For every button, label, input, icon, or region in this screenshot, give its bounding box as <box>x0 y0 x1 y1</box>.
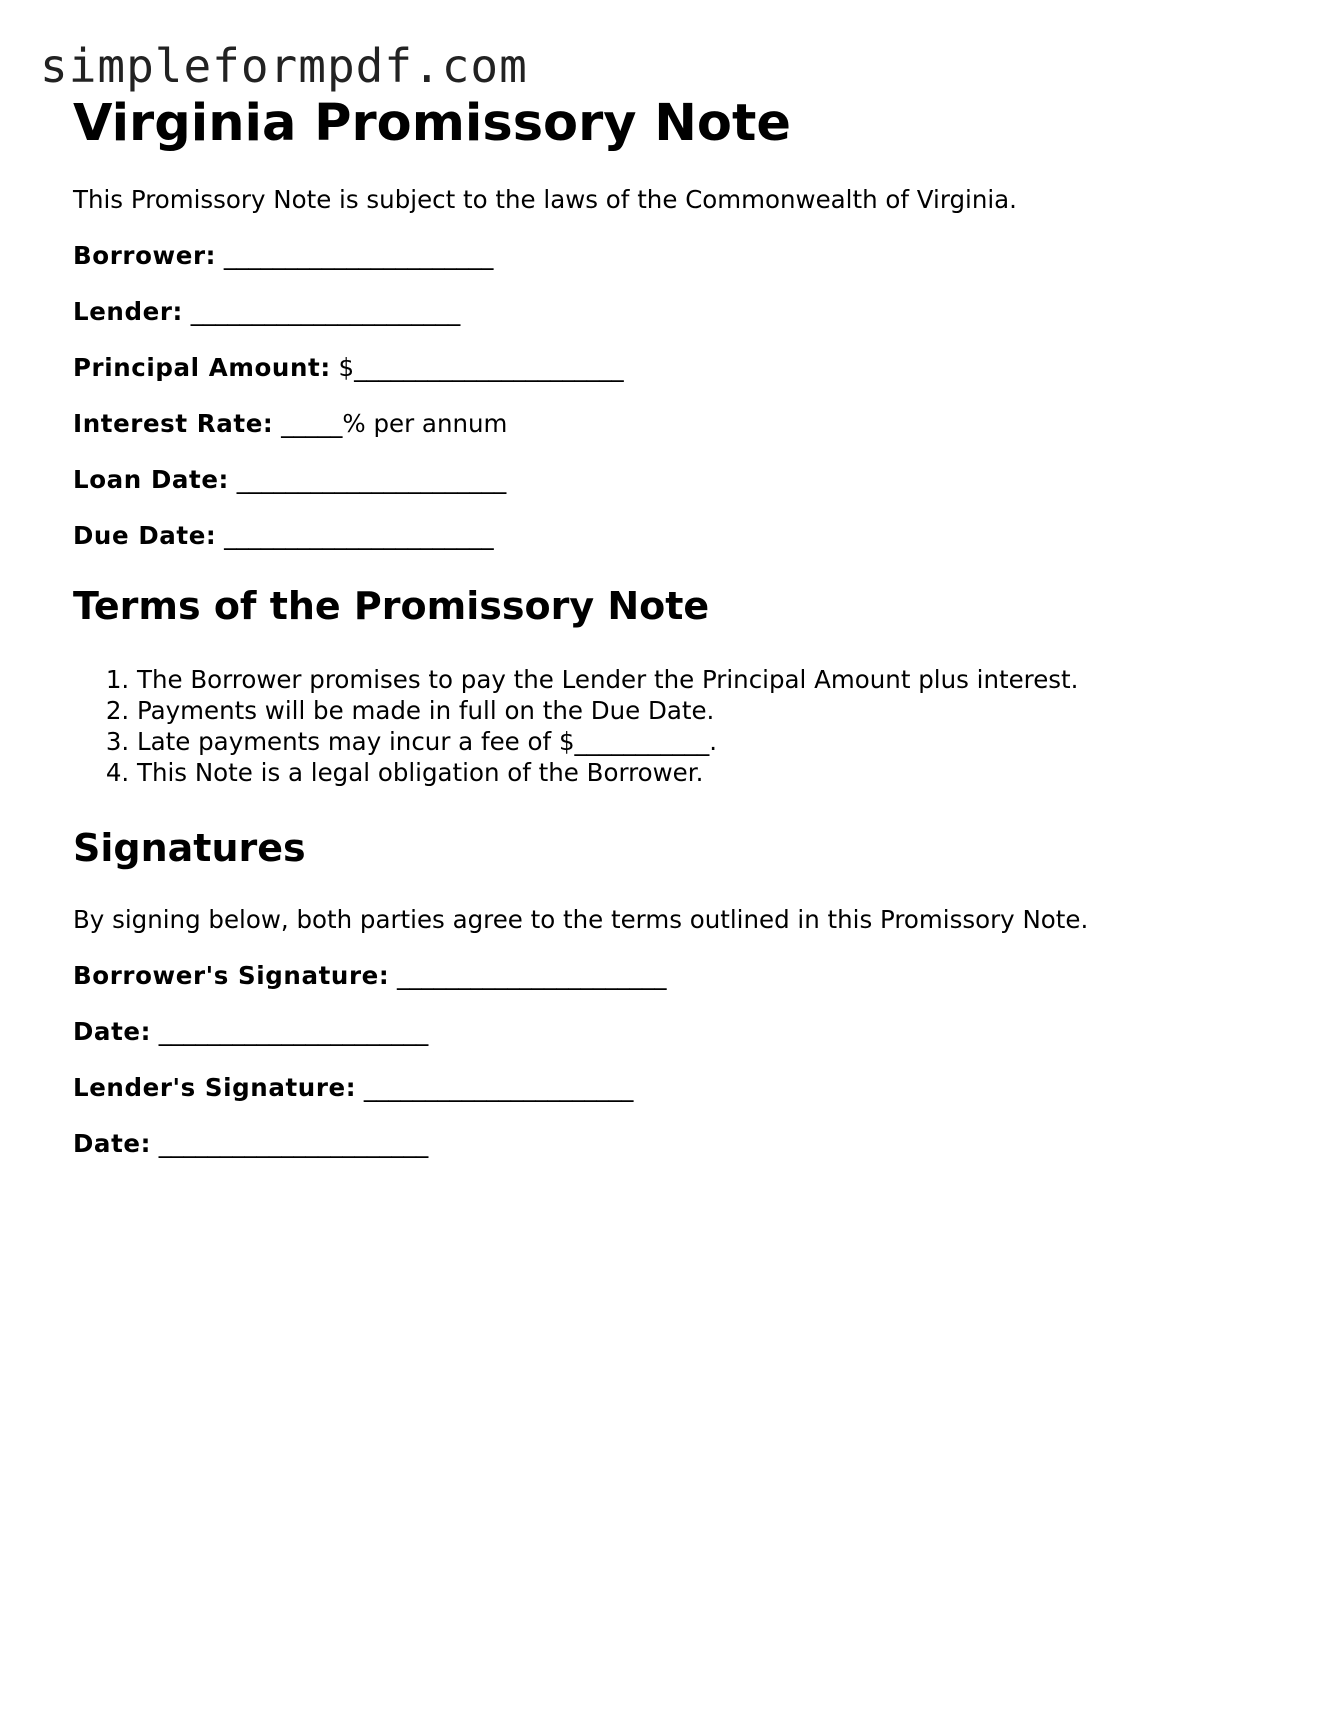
borrower-date-field <box>73 1014 1273 1050</box>
list-item: 1. The Borrower promises to pay the Lender the Principal Amount plus interest. <box>137 664 1273 695</box>
principal-amount-field <box>73 350 1273 386</box>
principal-amount-label: Principal Amount: <box>73 353 331 382</box>
due-date-field <box>73 518 1273 554</box>
principal-amount-blank[interactable]: $______________________ <box>330 353 624 382</box>
due-date-label: Due Date: <box>73 521 217 550</box>
loan-date-label: Loan Date: <box>73 465 229 494</box>
list-item: 3. Late payments may incur a fee of $___________. <box>137 726 1273 757</box>
interest-rate-label: Interest Rate: <box>73 409 274 438</box>
lender-blank[interactable]: ______________________ <box>182 297 461 326</box>
terms-list <box>73 664 1273 788</box>
borrower-field <box>73 238 1273 274</box>
lender-date-blank[interactable]: ______________________ <box>151 1129 429 1158</box>
document-body <box>73 92 1273 1162</box>
interest-rate-field <box>73 406 1273 442</box>
lender-signature-field <box>73 1070 1273 1106</box>
loan-date-blank[interactable]: ______________________ <box>228 465 507 494</box>
borrower-signature-blank[interactable]: ______________________ <box>389 961 667 990</box>
lender-signature-label: Lender's Signature: <box>73 1073 357 1102</box>
interest-rate-blank[interactable]: _____% per annum <box>273 409 508 438</box>
loan-date-field <box>73 462 1273 498</box>
list-item: 2. Payments will be made in full on the Due Date. <box>137 695 1273 726</box>
watermark-logo: simpleformpdf.com <box>40 39 528 93</box>
borrower-date-blank[interactable]: ______________________ <box>151 1017 429 1046</box>
governing-law-statement: This Promissory Note is subject to the laws of the Commonwealth of Virginia. <box>73 185 1017 214</box>
signatures-heading: Signatures <box>73 826 306 870</box>
lender-field <box>73 294 1273 330</box>
lender-date-field <box>73 1126 1273 1162</box>
borrower-date-label: Date: <box>73 1017 151 1046</box>
signatures-intro: By signing below, both parties agree to the terms outlined in this Promissory Note. <box>73 905 1089 934</box>
due-date-blank[interactable]: ______________________ <box>216 521 494 550</box>
lender-label: Lender: <box>73 297 183 326</box>
list-item: 4. This Note is a legal obligation of the Borrower. <box>137 757 1273 788</box>
borrower-blank[interactable]: ______________________ <box>216 241 494 270</box>
document-title: Virginia Promissory Note <box>73 94 791 153</box>
lender-date-label: Date: <box>73 1129 151 1158</box>
lender-signature-blank[interactable]: ______________________ <box>356 1073 634 1102</box>
borrower-signature-label: Borrower's Signature: <box>73 961 390 990</box>
terms-heading: Terms of the Promissory Note <box>73 584 710 628</box>
borrower-label: Borrower: <box>73 241 217 270</box>
borrower-signature-field <box>73 958 1273 994</box>
